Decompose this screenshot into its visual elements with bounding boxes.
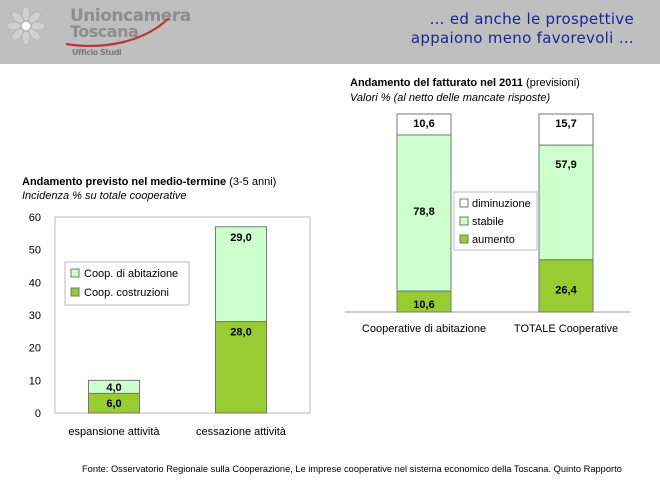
- left-y-tick-label: 0: [34, 408, 41, 420]
- right-chart-subtitle: Valori % (al netto delle mancate risposte): [350, 92, 551, 104]
- left-legend-label: Coop. di abitazione: [84, 268, 179, 280]
- swoosh-icon: [64, 14, 174, 48]
- right-legend-label: aumento: [472, 234, 515, 246]
- source-footnote: Fonte: Osservatorio Regionale sulla Cooperazione, Le imprese cooperative nel sistema economico della Toscana. Quinto Rapporto: [82, 464, 622, 474]
- right-category-label: TOTALE Cooperative: [513, 323, 619, 335]
- left-legend: [65, 262, 189, 305]
- right-legend: [454, 192, 537, 250]
- left-y-tick-label: 60: [28, 212, 41, 224]
- left-y-tick-label: 30: [28, 310, 41, 322]
- right-bar-value-label: 10,6: [413, 299, 435, 311]
- left-category-label: cessazione attività: [196, 426, 286, 438]
- right-category-label: Cooperative di abitazione: [361, 323, 487, 335]
- left-legend-label: Coop. costruzioni: [84, 287, 169, 299]
- left-chart-subtitle: Incidenza % su totale cooperative: [22, 190, 187, 202]
- slide-title-line1: … ed anche le prospettive: [429, 10, 634, 28]
- left-y-tick-label: 50: [28, 244, 41, 257]
- right-legend-label: stabile: [472, 216, 504, 228]
- right-legend-swatch: [460, 217, 468, 225]
- right-chart-title: Andamento del fatturato nel 2011 (previsioni): [350, 77, 580, 89]
- left-legend-swatch: [71, 269, 79, 277]
- right-bar-value-label: 26,4: [555, 284, 577, 297]
- right-legend-swatch: [460, 199, 468, 207]
- medium-term-chart: [0, 165, 330, 445]
- left-bar-value-label: 4,0: [106, 381, 122, 394]
- left-bar-value-label: 29,0: [230, 231, 252, 244]
- left-legend-swatch: [71, 288, 79, 296]
- right-bar-value-label: 57,9: [555, 159, 577, 172]
- org-name-line1: Unioncamera: [70, 6, 191, 26]
- right-bar-value-label: 78,8: [413, 205, 435, 218]
- right-bar-value-label: 15,7: [555, 118, 577, 130]
- left-chart-title: Andamento previsto nel medio-termine (3-5 anni): [22, 176, 277, 188]
- revenue-2011-chart: [330, 70, 660, 350]
- slide-header: [0, 0, 660, 64]
- right-bar-value-label: 10,6: [413, 118, 435, 130]
- left-y-tick-label: 10: [28, 375, 41, 388]
- slide-title: [304, 10, 634, 48]
- left-y-tick-label: 20: [28, 342, 41, 355]
- org-name-line2: Toscana: [70, 22, 139, 41]
- left-y-tick-label: 40: [28, 277, 41, 290]
- right-legend-label: diminuzione: [472, 198, 531, 210]
- left-category-label: espansione attività: [68, 426, 160, 438]
- unioncamere-logo-icon: [6, 6, 46, 46]
- right-legend-swatch: [460, 235, 468, 243]
- slide-title-line2: appaiono meno favorevoli …: [410, 29, 634, 47]
- left-bar-value-label: 6,0: [106, 398, 122, 411]
- org-department: Ufficio Studi: [72, 48, 122, 57]
- left-bar-value-label: 28,0: [230, 326, 252, 339]
